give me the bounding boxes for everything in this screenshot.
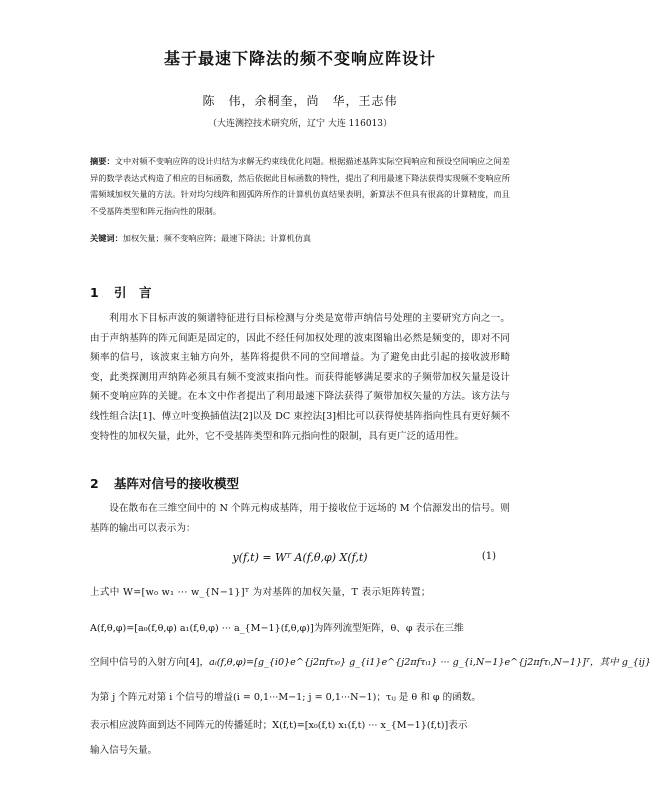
equation-formula: y(f,t) = Wᵀ A(f,θ,φ) X(f,t): [232, 551, 368, 564]
keywords: [90, 233, 510, 244]
model-text-line: 表示相应波阵面到达不同阵元的传播延时；X(f,t)=[x₀(f,t) x₁(f,t) ··· x_{M−1}(f,t)]表示: [90, 720, 468, 731]
section-heading-introduction: [90, 283, 152, 301]
model-text-line: A(f,θ,φ)=[a₀(f,θ,φ) a₁(f,θ,φ) ··· a_{M−1}(f,θ,φ)]为阵列流型矩阵，θ、φ 表示在三维: [90, 623, 464, 634]
model-text-line: [90, 654, 651, 668]
equation-number: (1): [481, 551, 496, 562]
model-formula-segment: aᵢ(f,θ,φ)=[g_{i0}e^{j2πfτᵢ₀} g_{i1}e^{j2πfτᵢ₁} ··· g_{i,N−1}e^{j2πfτᵢ,N−1}]ᵀ，其中 g_{ij}: [209, 657, 651, 668]
section-number: 2: [90, 476, 99, 491]
model-text-line: 输入信号矢量。: [90, 745, 158, 756]
abstract: [90, 153, 510, 219]
equation-1: [90, 551, 510, 571]
abstract-text: 文中对频不变响应阵的设计归结为求解无约束线优化问题。根据描述基阵实际空间响应和预设空间响应之间差异的数学表达式构造了相应的目标函数，然后依据此目标函数的特性，提出了利用最速下降法获得实现频不变响应所需频域加权矢量的方法。针对均匀线阵和圆弧阵所作的计算机仿真结果表明，新算法不但具有很高的计算精度，而且不受基阵类型和阵元指向性的限制。: [90, 156, 510, 216]
model-intro-paragraph: 设在散布在三维空间中的 N 个阵元构成基阵，用于接收位于远场的 M 个信源发出的信号。则基阵的输出可以表示为：: [90, 503, 510, 534]
author-list: 陈 伟，余桐奎，尚 华，王志伟: [202, 94, 398, 108]
model-text-segment: 空间中信号的入射方向[4]，: [90, 657, 210, 668]
section-title: 基阵对信号的接收模型: [114, 476, 240, 491]
keywords-text: 加权矢量；频不变响应阵；最速下降法；计算机仿真: [122, 233, 312, 243]
affiliation: （大连测控技术研究所，辽宁 大连 116013）: [207, 119, 393, 129]
model-text-line: 上式中 W=[w₀ w₁ ··· w_{N−1}]ᵀ 为对基阵的加权矢量，T 表示矩阵转置；: [90, 587, 431, 598]
keywords-label: 关键词：: [90, 233, 123, 243]
paper-title: 基于最速下降法的频不变响应阵设计: [163, 49, 436, 68]
model-text-line: 为第 j 个阵元对第 i 个信号的增益(i = 0,1···M−1; j = 0,1···N−1)；τᵢⱼ 是 θ 和 φ 的函数。: [90, 692, 482, 703]
section-title: 引 言: [114, 285, 152, 300]
section-number: 1: [90, 285, 99, 300]
introduction-paragraph: 利用水下目标声波的频谱特征进行目标检测与分类是宽带声纳信号处理的主要研究方向之一。由于声纳基阵的阵元间距是固定的，因此不经任何加权处理的波束图输出必然是频变的，即对不同频率的信号，该波束主轴方向外，基阵将提供不同的空间增益。为了避免由此引起的接收波形畸变，此类探测用声纳阵必须具有频不变波束指向性。而获得能够满足要求的子频带加权矢量是设计频不变响应阵的关键。在本文中作者提出了利用最速下降法获得了频带加权矢量的方法。该方法与线性组合法[1]、傅立叶变换插值法[2]以及 DC 束控法[3]相比可以获得使基阵指向性具有更好频不变特性的加权矢量，此外，它不受基阵类型和阵元指向性的限制，具有更广泛的适用性。: [90, 313, 510, 442]
abstract-label: 摘要：: [90, 156, 115, 166]
section-heading-model: [90, 474, 239, 492]
